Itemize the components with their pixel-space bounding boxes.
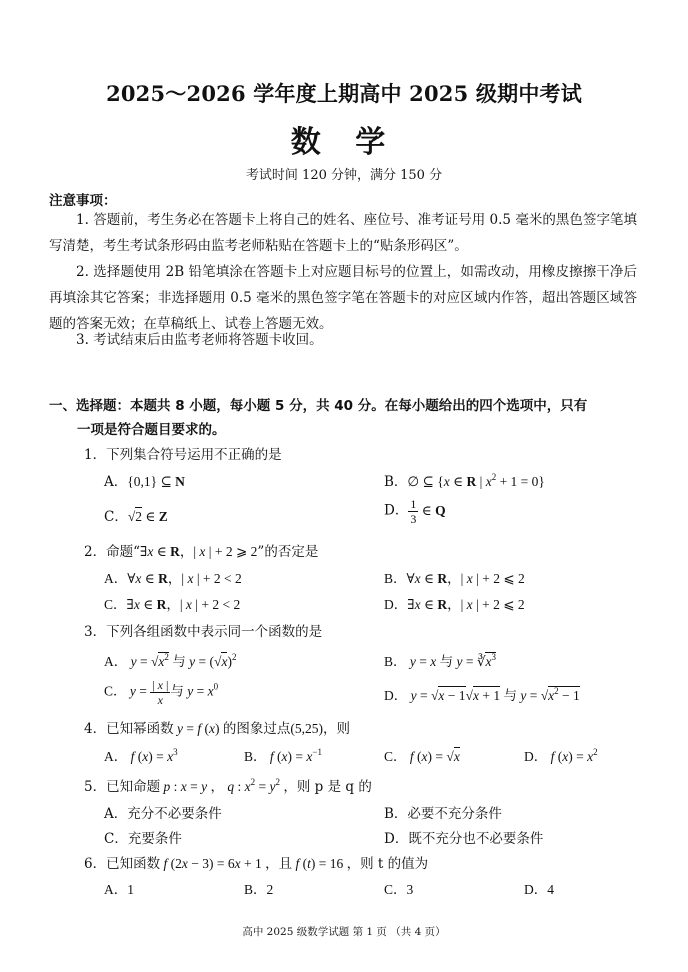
notice-item-3: 3. 考试结束后由监考老师将答题卡收回。 <box>76 332 323 348</box>
question-4 <box>84 717 350 737</box>
question-stem-post: ”的否定是 <box>257 544 319 560</box>
option-label: D． <box>384 597 408 612</box>
option-label: A． <box>104 474 128 490</box>
question-stem-pre: 命题“ <box>106 544 140 560</box>
question-3 <box>84 620 322 640</box>
option-label: A． <box>104 882 128 897</box>
q4-option-d: D． f $(x) = x^2$ <box>524 747 598 764</box>
q6-option-c <box>384 878 413 898</box>
section-heading-line1: 一、选择题：本题共 8 小题，每小题 5 分，共 40 分。在每小题给出的四个选项中，只有 <box>49 398 588 414</box>
q5-option-b <box>384 802 502 822</box>
q2-option-c: C．∃x ∈ R，| x | + 2 < 2 <box>104 597 241 612</box>
q4-option-a: A． f $(x) = x^3$ <box>104 747 178 764</box>
option-label: C． <box>384 882 407 897</box>
option-label: B． <box>384 474 408 490</box>
question-stem-pre: 已知命题 <box>106 779 161 795</box>
question-2 <box>84 540 318 560</box>
time-info: 考试时间 120 分钟，满分 150 分 <box>245 168 443 183</box>
option-label: B． <box>384 654 407 669</box>
option-text: 充分不必要条件 <box>127 806 222 822</box>
q6-option-b <box>244 878 273 898</box>
q3-option-b: B． y = x 与 $y = ∛x^3$ <box>384 652 496 669</box>
option-label: C． <box>104 831 128 847</box>
option-label: D． <box>384 688 408 703</box>
question-stem: 下列集合符号运用不正确的是 <box>106 447 282 463</box>
option-text: √2 ∈ Z <box>127 509 168 524</box>
q6-option-a <box>104 878 134 898</box>
question-stem-f: f (2x − 3) = 6x + 1 <box>163 856 266 871</box>
option-text: $\frac{1}{3}$ ∈ Q <box>410 497 446 526</box>
question-number: 5． <box>84 779 107 795</box>
option-label: C． <box>104 509 128 525</box>
option-text: {0,1} ⊆ N <box>127 474 185 489</box>
option-label: D． <box>524 882 548 897</box>
page-footer: 高中 2025 级数学试题 第 1 页 （共 4 页） <box>242 926 446 938</box>
question-stem-post: ，则 t 的值为 <box>346 856 429 872</box>
question-number: 2． <box>84 544 107 560</box>
subject-title: 数 学 <box>290 125 398 160</box>
question-number: 3． <box>84 624 107 640</box>
option-text: 1 <box>127 882 134 897</box>
option-label: A． <box>104 571 128 586</box>
question-stem-pre: 已知幂函数 <box>106 721 174 737</box>
question-stem-math: y = f (x) <box>176 721 223 736</box>
question-number: 6． <box>84 856 107 872</box>
question-stem-mid: 的图象过点 <box>222 721 291 737</box>
question-stem-mid: ，且 <box>265 856 293 872</box>
question-stem-post: ，则 p 是 q 的 <box>283 779 372 795</box>
q2-option-d: D．∃x ∈ R，| x | + 2 ⩽ 2 <box>384 597 525 612</box>
section-heading <box>49 394 649 442</box>
option-text: 2 <box>266 882 274 897</box>
question-number: 4． <box>84 721 107 737</box>
option-text: 必要不充分条件 <box>407 806 502 822</box>
option-label: C． <box>104 597 127 612</box>
q6-option-d <box>524 878 554 898</box>
q5-option-d <box>384 827 543 847</box>
section-heading-line2: 一项是符合题目要求的。 <box>77 422 226 438</box>
question-stem-post: ，则 <box>322 721 350 737</box>
question-stem-p: p : x = y ， q : $x^2 = y^2$ <box>163 777 280 794</box>
option-label: A． <box>104 806 128 822</box>
q5-option-c <box>104 827 182 847</box>
question-5 <box>84 775 372 795</box>
q2-option-b: B．∀x ∈ R，| x | + 2 ⩽ 2 <box>384 571 525 586</box>
option-label: C． <box>384 749 407 764</box>
option-label: C． <box>104 683 127 699</box>
question-number: 1． <box>84 447 107 463</box>
question-1 <box>84 443 282 463</box>
q1-option-a <box>104 470 185 490</box>
option-label: A． <box>104 749 128 764</box>
option-label: B． <box>244 882 267 897</box>
notice-heading: 注意事项： <box>49 193 117 209</box>
q1-option-b <box>384 470 545 490</box>
q3-option-d: D． y = √x − 1√x + 1 与 $y = √x^2 - 1$ <box>384 686 580 703</box>
q1-option-d <box>384 497 446 526</box>
question-stem-t: f (t) = 16 <box>295 856 347 871</box>
option-text: 充要条件 <box>127 831 182 847</box>
option-label: D． <box>524 749 548 764</box>
question-stem-math: ∃x ∈ R，| x | + 2 ⩾ 2 <box>140 544 258 559</box>
option-label: B． <box>384 571 407 586</box>
option-label: B． <box>384 806 408 822</box>
option-label: D． <box>384 831 409 847</box>
question-stem: 下列各组函数中表示同一个函数的是 <box>106 624 323 640</box>
exam-title: 2025～2026 学年度上期高中 2025 级期中考试 <box>106 81 582 106</box>
option-label: D． <box>384 502 409 519</box>
q3-option-c: C． y = $\frac{| x |}{x}$ 与 $y = x^0$ <box>104 678 219 707</box>
question-6 <box>84 852 428 872</box>
option-text: 3 <box>406 882 414 897</box>
q4-option-c: C． f (x) = √x <box>384 749 460 764</box>
q3-option-a: A． $y = √x^2$ 与 $y = (√x)^2$ <box>104 652 237 669</box>
notice-item-1: 1. 答题前，考生务必在答题卡上将自己的姓名、座位号、准考证号用 0.5 毫米的黑色签字笔填写清楚，考生考试条形码由监考老师粘贴在答题卡上的“贴条形码区”。 <box>49 212 637 254</box>
option-text: 4 <box>547 882 554 897</box>
q2-option-a: A．∀x ∈ R，| x | + 2 < 2 <box>104 571 242 586</box>
option-text: ∅ ⊆ {x ∈ R | $x^2 + 1 = 0$} <box>407 472 545 489</box>
q4-option-b: B． f $(x) = x^{-1}$ <box>244 747 322 764</box>
option-text: 既不充分也不必要条件 <box>408 831 544 847</box>
option-label: B． <box>244 749 267 764</box>
q5-option-a <box>104 802 222 822</box>
question-stem-pre: 已知函数 <box>106 856 161 872</box>
notice-item-2: 2. 选择题使用 2B 铅笔填涂在答题卡上对应题目标号的位置上，如需改动，用橡皮擦擦干净后再填涂其它答案；非选择题用 0.5 毫米的黑色签字笔在答题卡的对应区域内作答，超出答题区域答题的答案无效；在草稿纸上、试卷上答题无效。 <box>49 264 637 332</box>
question-stem-point: (5,25) <box>290 721 323 736</box>
option-label: A． <box>104 654 128 669</box>
q1-option-c <box>104 505 168 525</box>
